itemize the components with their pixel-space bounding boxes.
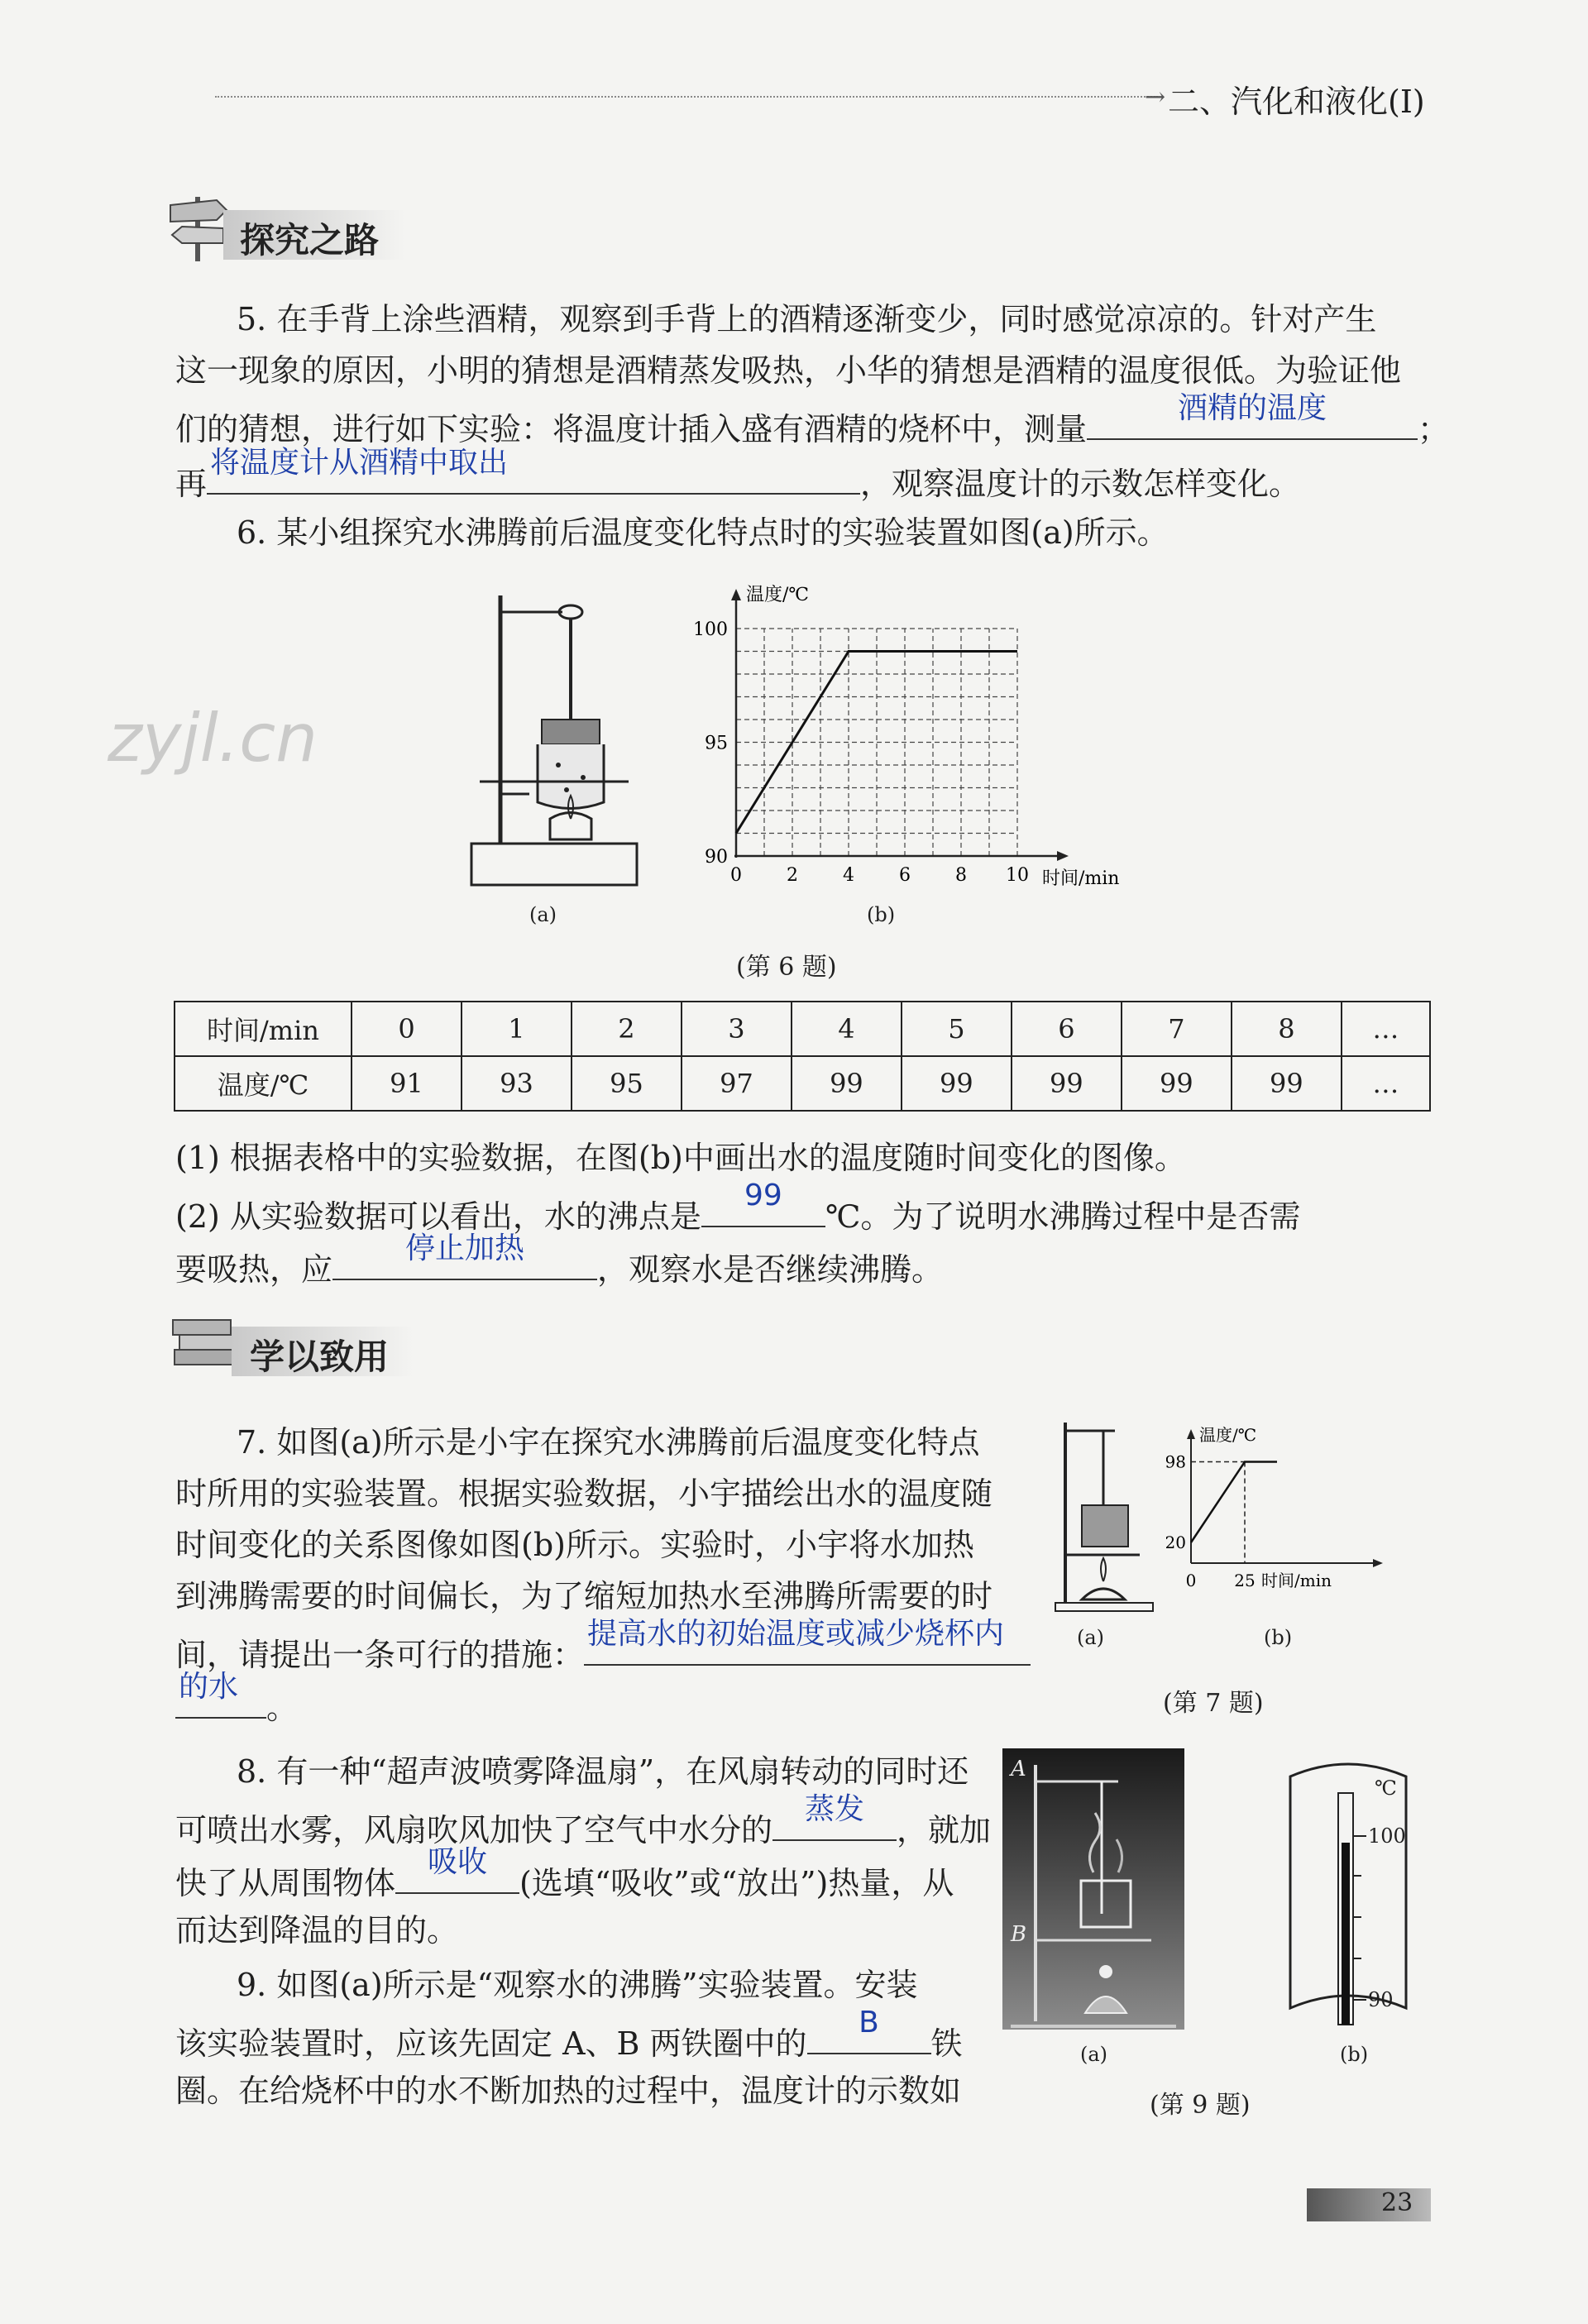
y-tick-label: 98 bbox=[1166, 1451, 1186, 1472]
q7-line5-text: 间，请提出一条可行的措施： bbox=[175, 1637, 585, 1673]
x-axis-arrow bbox=[1057, 851, 1069, 861]
table-cell: 1 bbox=[462, 1002, 572, 1056]
table-cell: 99 bbox=[792, 1056, 902, 1111]
q9-caption: (第 9 题) bbox=[1150, 2091, 1251, 2120]
q9-line2 bbox=[175, 2006, 963, 2065]
q6-data-table bbox=[174, 1001, 1431, 1112]
thermo-unit: ℃ bbox=[1375, 1776, 1397, 1800]
q9-label-b: B bbox=[1011, 1922, 1027, 1947]
x-axis-label: 时间/min bbox=[1042, 868, 1120, 889]
table-cell: 93 bbox=[462, 1056, 572, 1111]
q7-line4: 到沸腾需要的时间偏长，为了缩短加热水至沸腾所需要的时 bbox=[175, 1578, 993, 1614]
q9-line2-text: 该实验装置时，应该先固定 A、B 两铁圈中的 bbox=[175, 2025, 807, 2062]
table-cell: 99 bbox=[1012, 1056, 1122, 1111]
header-rule bbox=[215, 96, 1158, 98]
q7-line3: 时间变化的关系图像如图(b)所示。实验时，小宇将水加热 bbox=[175, 1527, 974, 1563]
q6-chart bbox=[686, 571, 1150, 905]
table-cell: 7 bbox=[1122, 1002, 1232, 1056]
table-header-temp: 温度/℃ bbox=[175, 1056, 352, 1111]
q9-line1: 9. 如图(a)所示是“观察水的沸腾”实验装置。安装 bbox=[237, 1967, 918, 2003]
table-cell: 2 bbox=[572, 1002, 682, 1056]
table-cell: 5 bbox=[902, 1002, 1012, 1056]
q6-stem: 6. 某小组探究水沸腾前后温度变化特点时的实验装置如图(a)所示。 bbox=[237, 514, 1169, 551]
table-cell: … bbox=[1342, 1056, 1430, 1111]
q5-line2: 这一现象的原因，小明的猜想是酒精蒸发吸热，小华的猜想是酒精的温度很低。为验证他 bbox=[175, 352, 1402, 389]
page-number: 23 bbox=[1381, 2188, 1413, 2217]
y-axis-label: 温度/℃ bbox=[1199, 1425, 1257, 1445]
thermo-label-90: 90 bbox=[1368, 1988, 1394, 2011]
q5-line4 bbox=[175, 446, 1301, 505]
series-line bbox=[1191, 1462, 1277, 1543]
table-cell: 0 bbox=[352, 1002, 462, 1056]
table-cell: 95 bbox=[572, 1056, 682, 1111]
q5-line4-text: 再 bbox=[175, 466, 208, 502]
watermark: zyjl.cn bbox=[108, 700, 318, 777]
x-tick-label: 4 bbox=[843, 865, 854, 886]
y-axis-arrow bbox=[1187, 1429, 1195, 1439]
q6-sub2-text: (2) 从实验数据可以看出，水的沸点是 bbox=[175, 1198, 701, 1235]
q8-answer-absorb: 吸收 bbox=[428, 1845, 488, 1879]
x-tick-label: 8 bbox=[955, 865, 967, 886]
q6-sub2-line2-text: 要吸热，应 bbox=[175, 1251, 333, 1288]
q5-blank1[interactable] bbox=[1087, 391, 1418, 440]
q8-line1: 8. 有一种“超声波喷雾降温扇”，在风扇转动的同时还 bbox=[237, 1753, 969, 1790]
q6-answer-stop: 停止加热 bbox=[405, 1231, 525, 1265]
signpost-icon bbox=[165, 189, 232, 266]
table-cell: 97 bbox=[682, 1056, 792, 1111]
q9-blank-ring[interactable] bbox=[807, 2006, 931, 2054]
q7-apparatus-figure bbox=[1049, 1416, 1156, 1618]
x-axis-arrow bbox=[1373, 1559, 1383, 1567]
q9-label-a: A bbox=[1011, 1757, 1026, 1781]
section-title-apply: 学以致用 bbox=[250, 1337, 390, 1377]
x-tick-label: 25 bbox=[1234, 1571, 1256, 1590]
q7-answer-a: 提高水的初始温度或减少烧杯内 bbox=[587, 1617, 1005, 1651]
table-cell: 99 bbox=[1122, 1056, 1232, 1111]
q7-line1: 7. 如图(a)所示是小宇在探究水沸腾前后温度变化特点 bbox=[237, 1424, 980, 1461]
q8-line3-end: (选填“吸收”或“放出”)热量，从 bbox=[519, 1865, 954, 1901]
q9-photo-figure bbox=[1002, 1748, 1184, 2030]
q5-blank2[interactable] bbox=[207, 446, 860, 495]
q7-line5 bbox=[175, 1617, 1031, 1676]
q6-apparatus-figure bbox=[463, 579, 645, 897]
y-tick-label: 95 bbox=[705, 733, 728, 754]
table-cell: 4 bbox=[792, 1002, 902, 1056]
q8-blank-absorb[interactable] bbox=[395, 1845, 519, 1894]
q6-blank-boil[interactable] bbox=[701, 1179, 825, 1227]
q7-fig-b-label: (b) bbox=[1264, 1626, 1293, 1649]
table-cell: … bbox=[1342, 1002, 1430, 1056]
q7-line6 bbox=[175, 1670, 299, 1729]
y-tick-label: 20 bbox=[1166, 1533, 1186, 1552]
q6-sub2-end: ℃。为了说明水沸腾过程中是否需 bbox=[825, 1198, 1301, 1235]
q5-line4-end: ，观察温度计的示数怎样变化。 bbox=[860, 466, 1301, 502]
q9-fig-a-label: (a) bbox=[1080, 2043, 1108, 2066]
q8-line2-text: 可喷出水雾，风扇吹风加快了空气中水分的 bbox=[175, 1812, 773, 1848]
chapter-title: 二、汽化和液化(Ⅰ) bbox=[1168, 84, 1425, 120]
q7-line6-end: 。 bbox=[266, 1690, 299, 1726]
q6-answer-boil: 99 bbox=[744, 1179, 782, 1212]
table-cell: 99 bbox=[902, 1056, 1012, 1111]
x-tick-label: 10 bbox=[1006, 865, 1029, 886]
q9-line3: 圈。在给烧杯中的水不断加热的过程中，温度计的示数如 bbox=[175, 2073, 962, 2109]
q5-answer2: 将温度计从酒精中取出 bbox=[210, 446, 509, 480]
table-cell: 3 bbox=[682, 1002, 792, 1056]
q7-answer-b: 的水 bbox=[179, 1670, 239, 1704]
q7-blank-a[interactable] bbox=[584, 1617, 1031, 1666]
q8-line4: 而达到降温的目的。 bbox=[175, 1912, 459, 1949]
q7-chart bbox=[1166, 1416, 1398, 1618]
y-axis-arrow bbox=[731, 589, 741, 600]
table-row-time bbox=[175, 1002, 1430, 1056]
y-tick-label: 100 bbox=[693, 619, 728, 640]
q6-fig-b-label: (b) bbox=[867, 903, 896, 926]
q7-blank-b[interactable] bbox=[175, 1670, 266, 1719]
q7-caption: (第 7 题) bbox=[1163, 1689, 1264, 1718]
y-tick-label: 90 bbox=[705, 847, 728, 868]
q6-blank-stop[interactable] bbox=[332, 1231, 597, 1280]
q6-sub1: (1) 根据表格中的实验数据，在图(b)中画出水的温度随时间变化的图像。 bbox=[175, 1140, 1186, 1176]
q5-answer1: 酒精的温度 bbox=[1178, 391, 1327, 425]
q5-line3-text: 们的猜想，进行如下实验：将温度计插入盛有酒精的烧杯中，测量 bbox=[175, 411, 1088, 447]
thermometer-figure bbox=[1274, 1760, 1423, 2044]
q6-fig-a-label: (a) bbox=[529, 903, 557, 926]
x-tick-label: 6 bbox=[899, 865, 911, 886]
table-cell: 8 bbox=[1232, 1002, 1342, 1056]
q9-fig-b-label: (b) bbox=[1340, 2043, 1369, 2066]
q8-line3 bbox=[175, 1845, 954, 1905]
table-cell: 91 bbox=[352, 1056, 462, 1111]
q8-line2-end: ，就加 bbox=[897, 1812, 992, 1848]
q9-line2-end: 铁 bbox=[930, 2025, 963, 2062]
q6-sub2-line2-end: ，观察水是否继续沸腾。 bbox=[597, 1251, 944, 1288]
section-title-explore: 探究之路 bbox=[240, 220, 380, 261]
q6-caption: (第 6 题) bbox=[736, 953, 837, 982]
q5-line3-end: ； bbox=[1418, 411, 1450, 447]
q5-line1: 5. 在手背上涂些酒精，观察到手背上的酒精逐渐变少，同时感觉凉凉的。针对产生 bbox=[237, 301, 1377, 337]
q9-answer-ring: B bbox=[859, 2006, 879, 2039]
q8-blank-evap[interactable] bbox=[772, 1792, 897, 1841]
table-cell: 6 bbox=[1012, 1002, 1122, 1056]
q7-fig-a-label: (a) bbox=[1077, 1626, 1105, 1649]
q6-sub2-line2 bbox=[175, 1231, 944, 1291]
q8-line2 bbox=[175, 1792, 992, 1852]
x-axis-label: 时间/min bbox=[1261, 1571, 1332, 1590]
header-arrow: → bbox=[1145, 83, 1166, 112]
x-tick-label: 2 bbox=[787, 865, 798, 886]
table-row-temp bbox=[175, 1056, 1430, 1111]
x-tick-label: 0 bbox=[730, 865, 742, 886]
table-header-time: 时间/min bbox=[175, 1002, 352, 1056]
table-cell: 99 bbox=[1232, 1056, 1342, 1111]
q8-line3-text: 快了从周围物体 bbox=[175, 1865, 396, 1901]
q7-line2: 时所用的实验装置。根据实验数据，小宇描绘出水的温度随 bbox=[175, 1475, 993, 1512]
x-tick-label: 0 bbox=[1185, 1571, 1197, 1590]
thermo-label-100: 100 bbox=[1368, 1824, 1406, 1848]
y-axis-label: 温度/℃ bbox=[746, 585, 810, 605]
q8-answer-evap: 蒸发 bbox=[805, 1792, 865, 1826]
